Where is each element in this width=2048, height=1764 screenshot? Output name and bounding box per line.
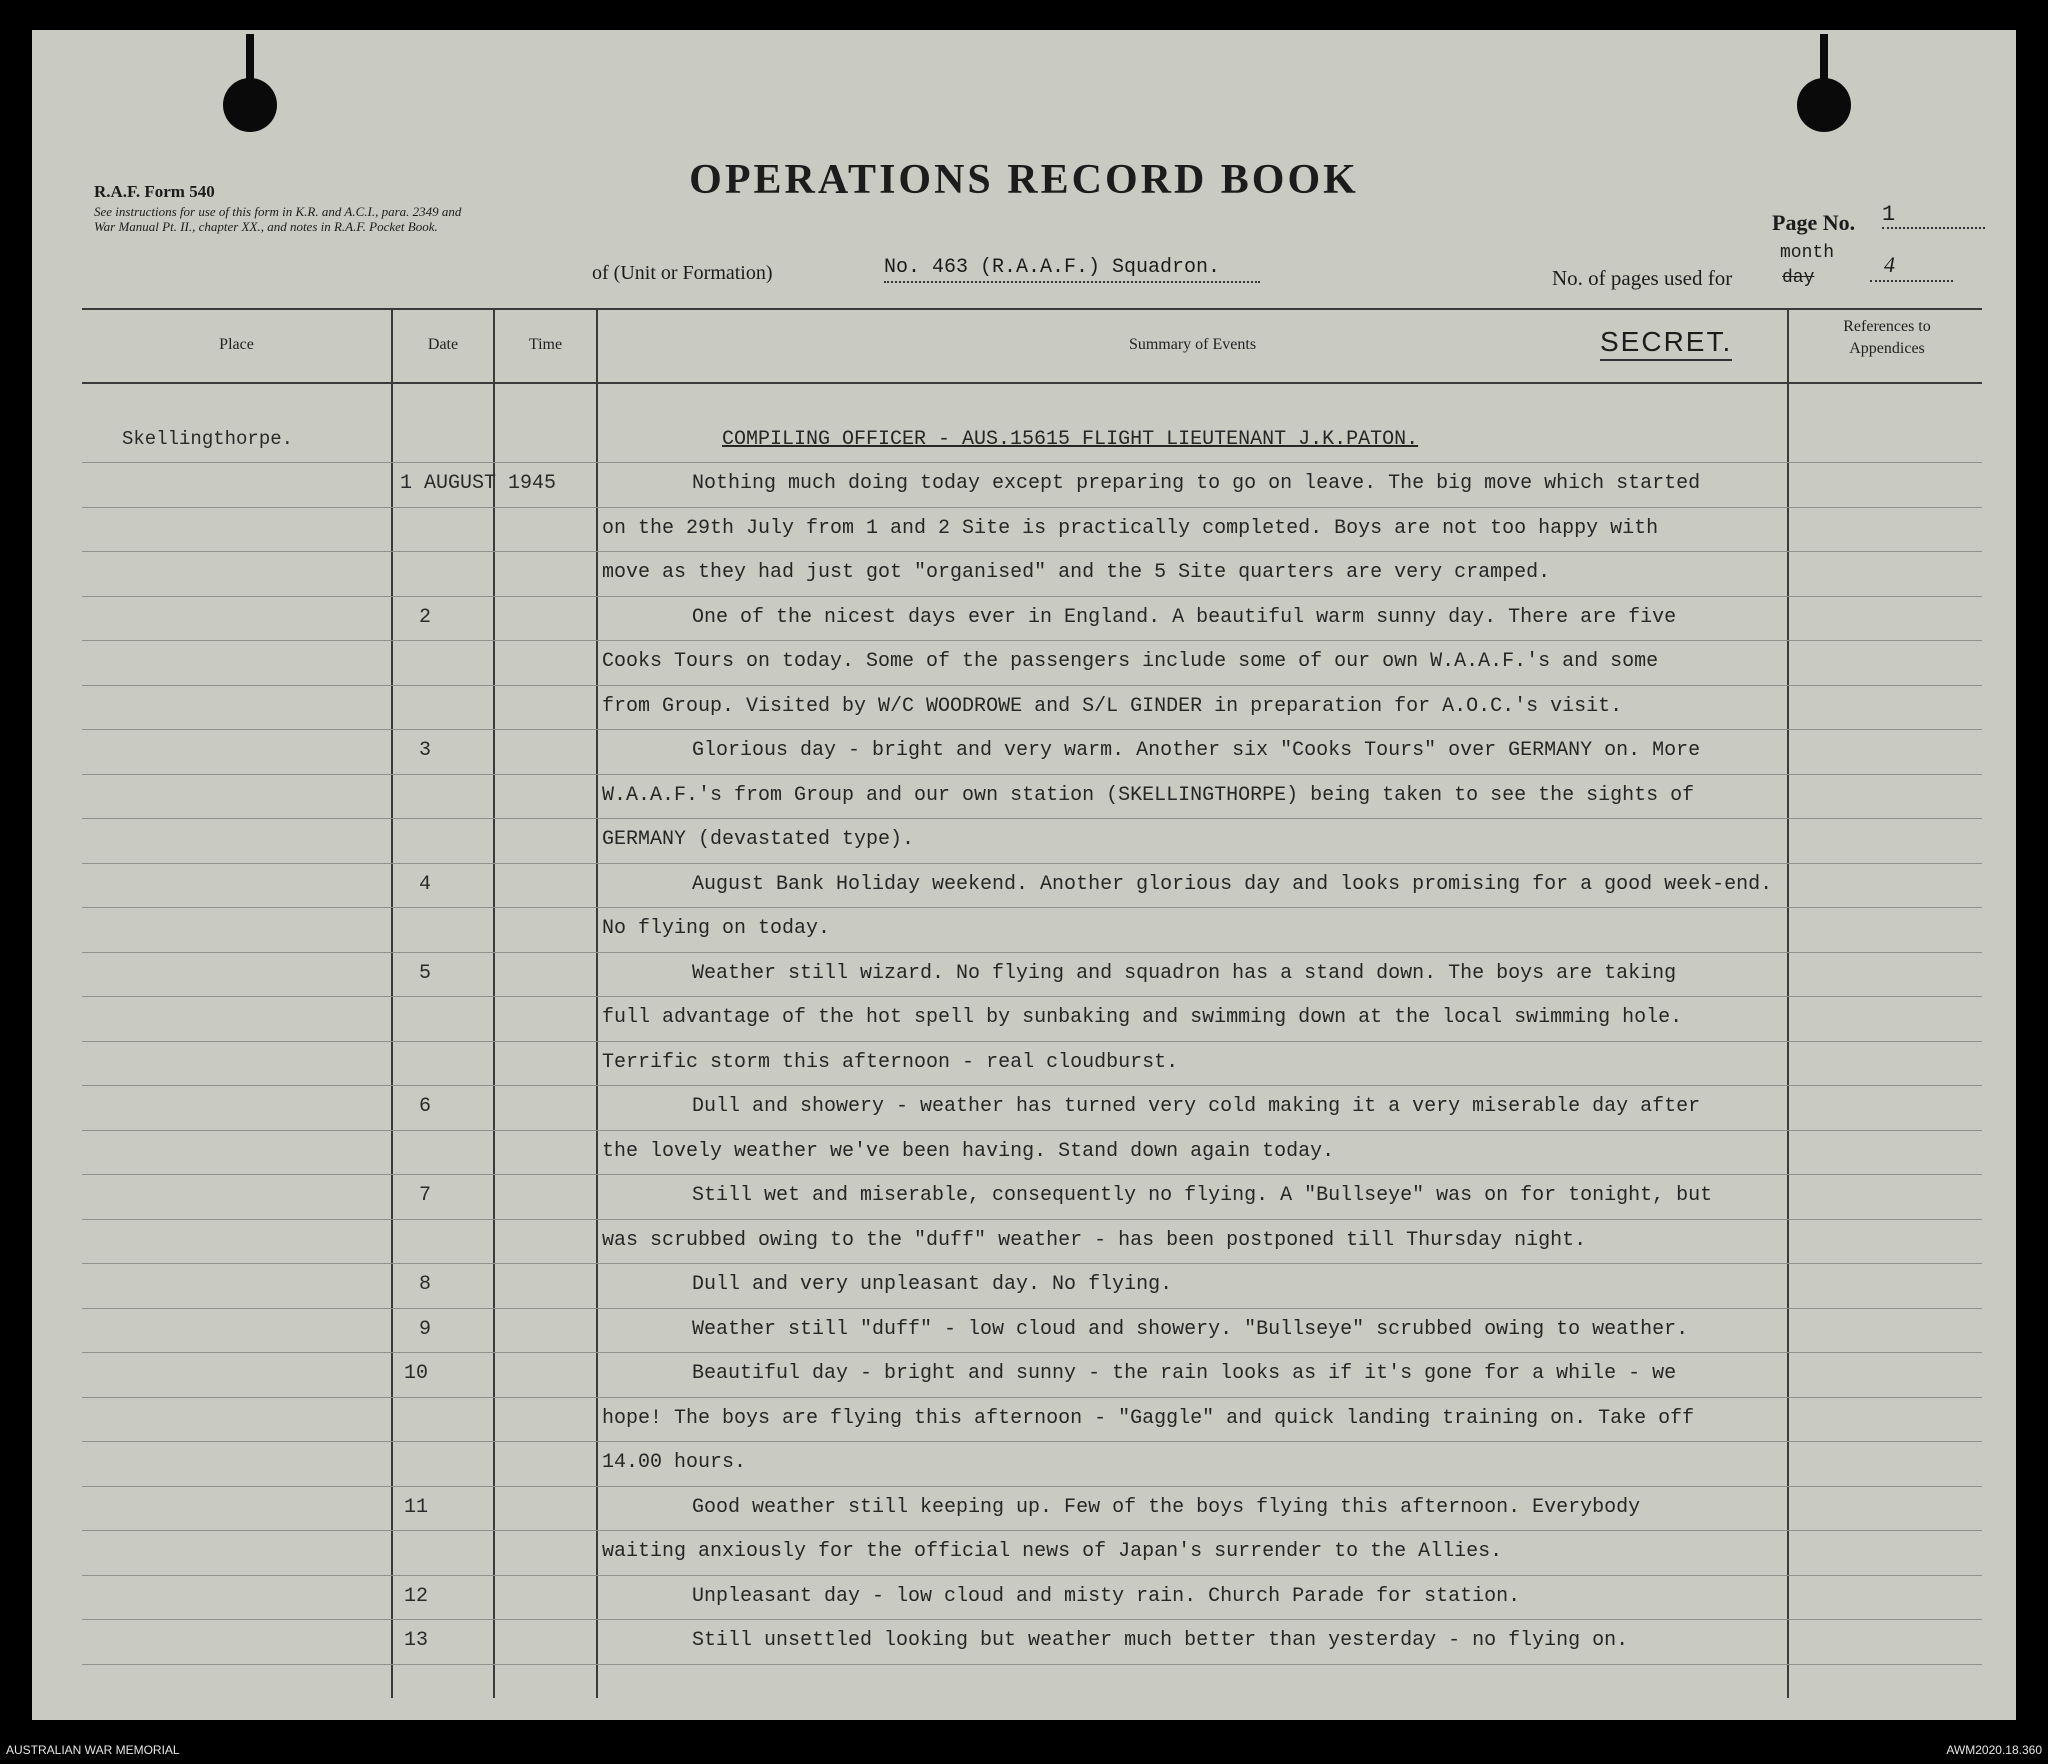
- entry-date: 12: [404, 1584, 429, 1608]
- header-references: References to Appendices: [1843, 318, 1931, 357]
- binder-hole-left: [223, 78, 277, 132]
- entry-text-line: waiting anxiously for the official news of Japan's surrender to the Allies.: [602, 1540, 1503, 1563]
- ruled-line: [82, 1352, 1982, 1353]
- header-place: Place: [219, 336, 254, 353]
- entry-date: 7: [419, 1184, 432, 1207]
- entry-text-line: Weather still wizard. No flying and squadron has a stand down. The boys are taking: [692, 961, 1677, 985]
- ruled-line: [82, 1219, 1982, 1220]
- ruled-line: [82, 774, 1982, 775]
- entry-text-line: W.A.A.F.'s from Group and our own station (SKELLINGTHORPE) being taken to see the sights of: [602, 783, 1695, 807]
- events-table: [82, 308, 1982, 1698]
- entry-text-line: Beautiful day - bright and sunny - the rain looks as if it's gone for a while - we: [692, 1362, 1677, 1385]
- entry-date: 4: [419, 872, 432, 896]
- footer-archive-name: AUSTRALIAN WAR MEMORIAL: [6, 1743, 180, 1757]
- entry-date: 8: [419, 1273, 432, 1296]
- ruled-line: [82, 507, 1982, 508]
- ruled-line: [82, 462, 1982, 463]
- entry-date: 13: [404, 1629, 429, 1652]
- entry-text-line: Nothing much doing today except preparing to go on leave. The big move which started: [692, 472, 1701, 495]
- pages-used-value: 4: [1870, 252, 1953, 282]
- pages-used-label: No. of pages used for: [1552, 266, 1733, 290]
- entry-text-line: on the 29th July from 1 and 2 Site is practically completed. Boys are not too happy with: [602, 516, 1659, 540]
- divider-place-date: [391, 308, 393, 1698]
- entry-text-line: Cooks Tours on today. Some of the passengers include some of our own W.A.A.F.'s and some: [602, 650, 1659, 673]
- page-number-label: Page No.: [1772, 210, 1856, 235]
- entry-date: 6: [419, 1095, 432, 1118]
- entry-text-line: One of the nicest days ever in England. A beautiful warm sunny day. There are five: [692, 605, 1677, 629]
- entry-text-line: from Group. Visited by W/C WOODROWE and S/L GINDER in preparation for A.O.C.'s visit.: [602, 694, 1623, 718]
- entry-date: 3: [419, 739, 432, 762]
- ruled-line: [82, 996, 1982, 997]
- header-time: Time: [528, 336, 563, 353]
- entry-text-line: Good weather still keeping up. Few of the boys flying this afternoon. Everybody: [692, 1495, 1641, 1519]
- ruled-line: [82, 551, 1982, 552]
- table-top-border: [82, 308, 1982, 310]
- ruled-line: [82, 1041, 1982, 1042]
- entry-date: 10: [404, 1362, 429, 1385]
- ruled-line: [82, 1308, 1982, 1309]
- entry-text-line: Glorious day - bright and very warm. Another six "Cooks Tours" over GERMANY on. More: [692, 739, 1701, 762]
- entry-text-line: Terrific storm this afternoon - real cloudburst.: [602, 1050, 1179, 1074]
- ruled-line: [82, 1664, 1982, 1665]
- form-number: R.A.F. Form 540: [94, 182, 215, 201]
- ruled-line: [82, 1619, 1982, 1620]
- ruled-line: [82, 1575, 1982, 1576]
- entry-text-line: Still wet and miserable, consequently no flying. A "Bullseye" was on for tonight, but: [692, 1184, 1713, 1207]
- ruled-line: [82, 952, 1982, 953]
- entry-text-line: GERMANY (devastated type).: [602, 828, 915, 851]
- entry-text-line: Dull and showery - weather has turned very cold making it a very miserable day after: [692, 1095, 1701, 1118]
- divider-time-summary: [596, 308, 598, 1698]
- ruled-line: [82, 1174, 1982, 1175]
- footer-accession-number: AWM2020.18.360: [1946, 1743, 2042, 1757]
- divider-date-time: [493, 308, 495, 1698]
- entry-date: 9: [419, 1317, 432, 1341]
- entry-text-line: Still unsettled looking but weather much better than yesterday - no flying on.: [692, 1629, 1629, 1652]
- ruled-line: [82, 729, 1982, 730]
- entry-date: 1 AUGUST 1945: [400, 472, 557, 495]
- ruled-line: [82, 907, 1982, 908]
- ruled-line: [82, 1441, 1982, 1442]
- secret-stamp: SECRET.: [1600, 326, 1732, 361]
- pages-used-month: month: [1780, 243, 1835, 263]
- unit-value: No. 463 (R.A.A.F.) Squadron.: [884, 256, 1260, 283]
- ruled-line: [82, 1486, 1982, 1487]
- ruled-line: [82, 1085, 1982, 1086]
- header-summary: Summary of Events: [1128, 336, 1257, 353]
- pages-used-day-struck: day: [1782, 268, 1815, 288]
- entry-text-line: Weather still "duff" - low cloud and showery. "Bullseye" scrubbed owing to weather.: [692, 1317, 1689, 1341]
- entry-text-line: Dull and very unpleasant day. No flying.: [692, 1273, 1173, 1296]
- ruled-line: [82, 1130, 1982, 1131]
- divider-summary-refs: [1787, 308, 1789, 1698]
- binder-hole-right: [1797, 78, 1851, 132]
- form-instructions: See instructions for use of this form in K.R. and A.C.I., para. 2349 and War Manual Pt. II., chapter XX., and notes in R.A.F. Pocket Book.: [94, 204, 462, 234]
- entry-text-line: August Bank Holiday weekend. Another glorious day and looks promising for a good week-end.: [692, 872, 1773, 896]
- unit-label: of (Unit or Formation): [592, 262, 773, 284]
- entry-text-line: full advantage of the hot spell by sunbaking and swimming down at the local swimming hole.: [602, 1006, 1683, 1029]
- entry-text-line: No flying on today.: [602, 917, 831, 940]
- place-value: Skellingthorpe.: [122, 428, 294, 450]
- ruled-line: [82, 863, 1982, 864]
- compiling-officer: COMPILING OFFICER - AUS.15615 FLIGHT LIEUTENANT J.K.PATON.: [722, 428, 1419, 451]
- entry-date: 11: [404, 1495, 429, 1519]
- ruled-line: [82, 596, 1982, 597]
- ruled-line: [82, 818, 1982, 819]
- entry-text-line: the lovely weather we've been having. Stand down again today.: [602, 1139, 1335, 1163]
- header-date: Date: [427, 336, 459, 353]
- entry-text-line: hope! The boys are flying this afternoon - "Gaggle" and quick landing training on. Take off: [602, 1406, 1695, 1430]
- entry-text-line: Unpleasant day - low cloud and misty rain. Church Parade for station.: [692, 1584, 1521, 1608]
- entry-date: 5: [419, 961, 432, 985]
- entry-text-line: was scrubbed owing to the "duff" weather - has been postponed till Thursday night.: [602, 1228, 1587, 1252]
- record-sheet: [32, 30, 2016, 1720]
- ruled-line: [82, 685, 1982, 686]
- ruled-line: [82, 1397, 1982, 1398]
- header-bottom-border: [82, 382, 1982, 384]
- entry-date: 2: [419, 605, 432, 629]
- ruled-line: [82, 1263, 1982, 1264]
- document-title: OPERATIONS RECORD BOOK: [689, 157, 1359, 203]
- ruled-line: [82, 640, 1982, 641]
- entry-text-line: move as they had just got "organised" and the 5 Site quarters are very cramped.: [602, 561, 1551, 584]
- entry-text-line: 14.00 hours.: [602, 1451, 747, 1474]
- ruled-line: [82, 1530, 1982, 1531]
- page-number-value: 1: [1882, 202, 1985, 229]
